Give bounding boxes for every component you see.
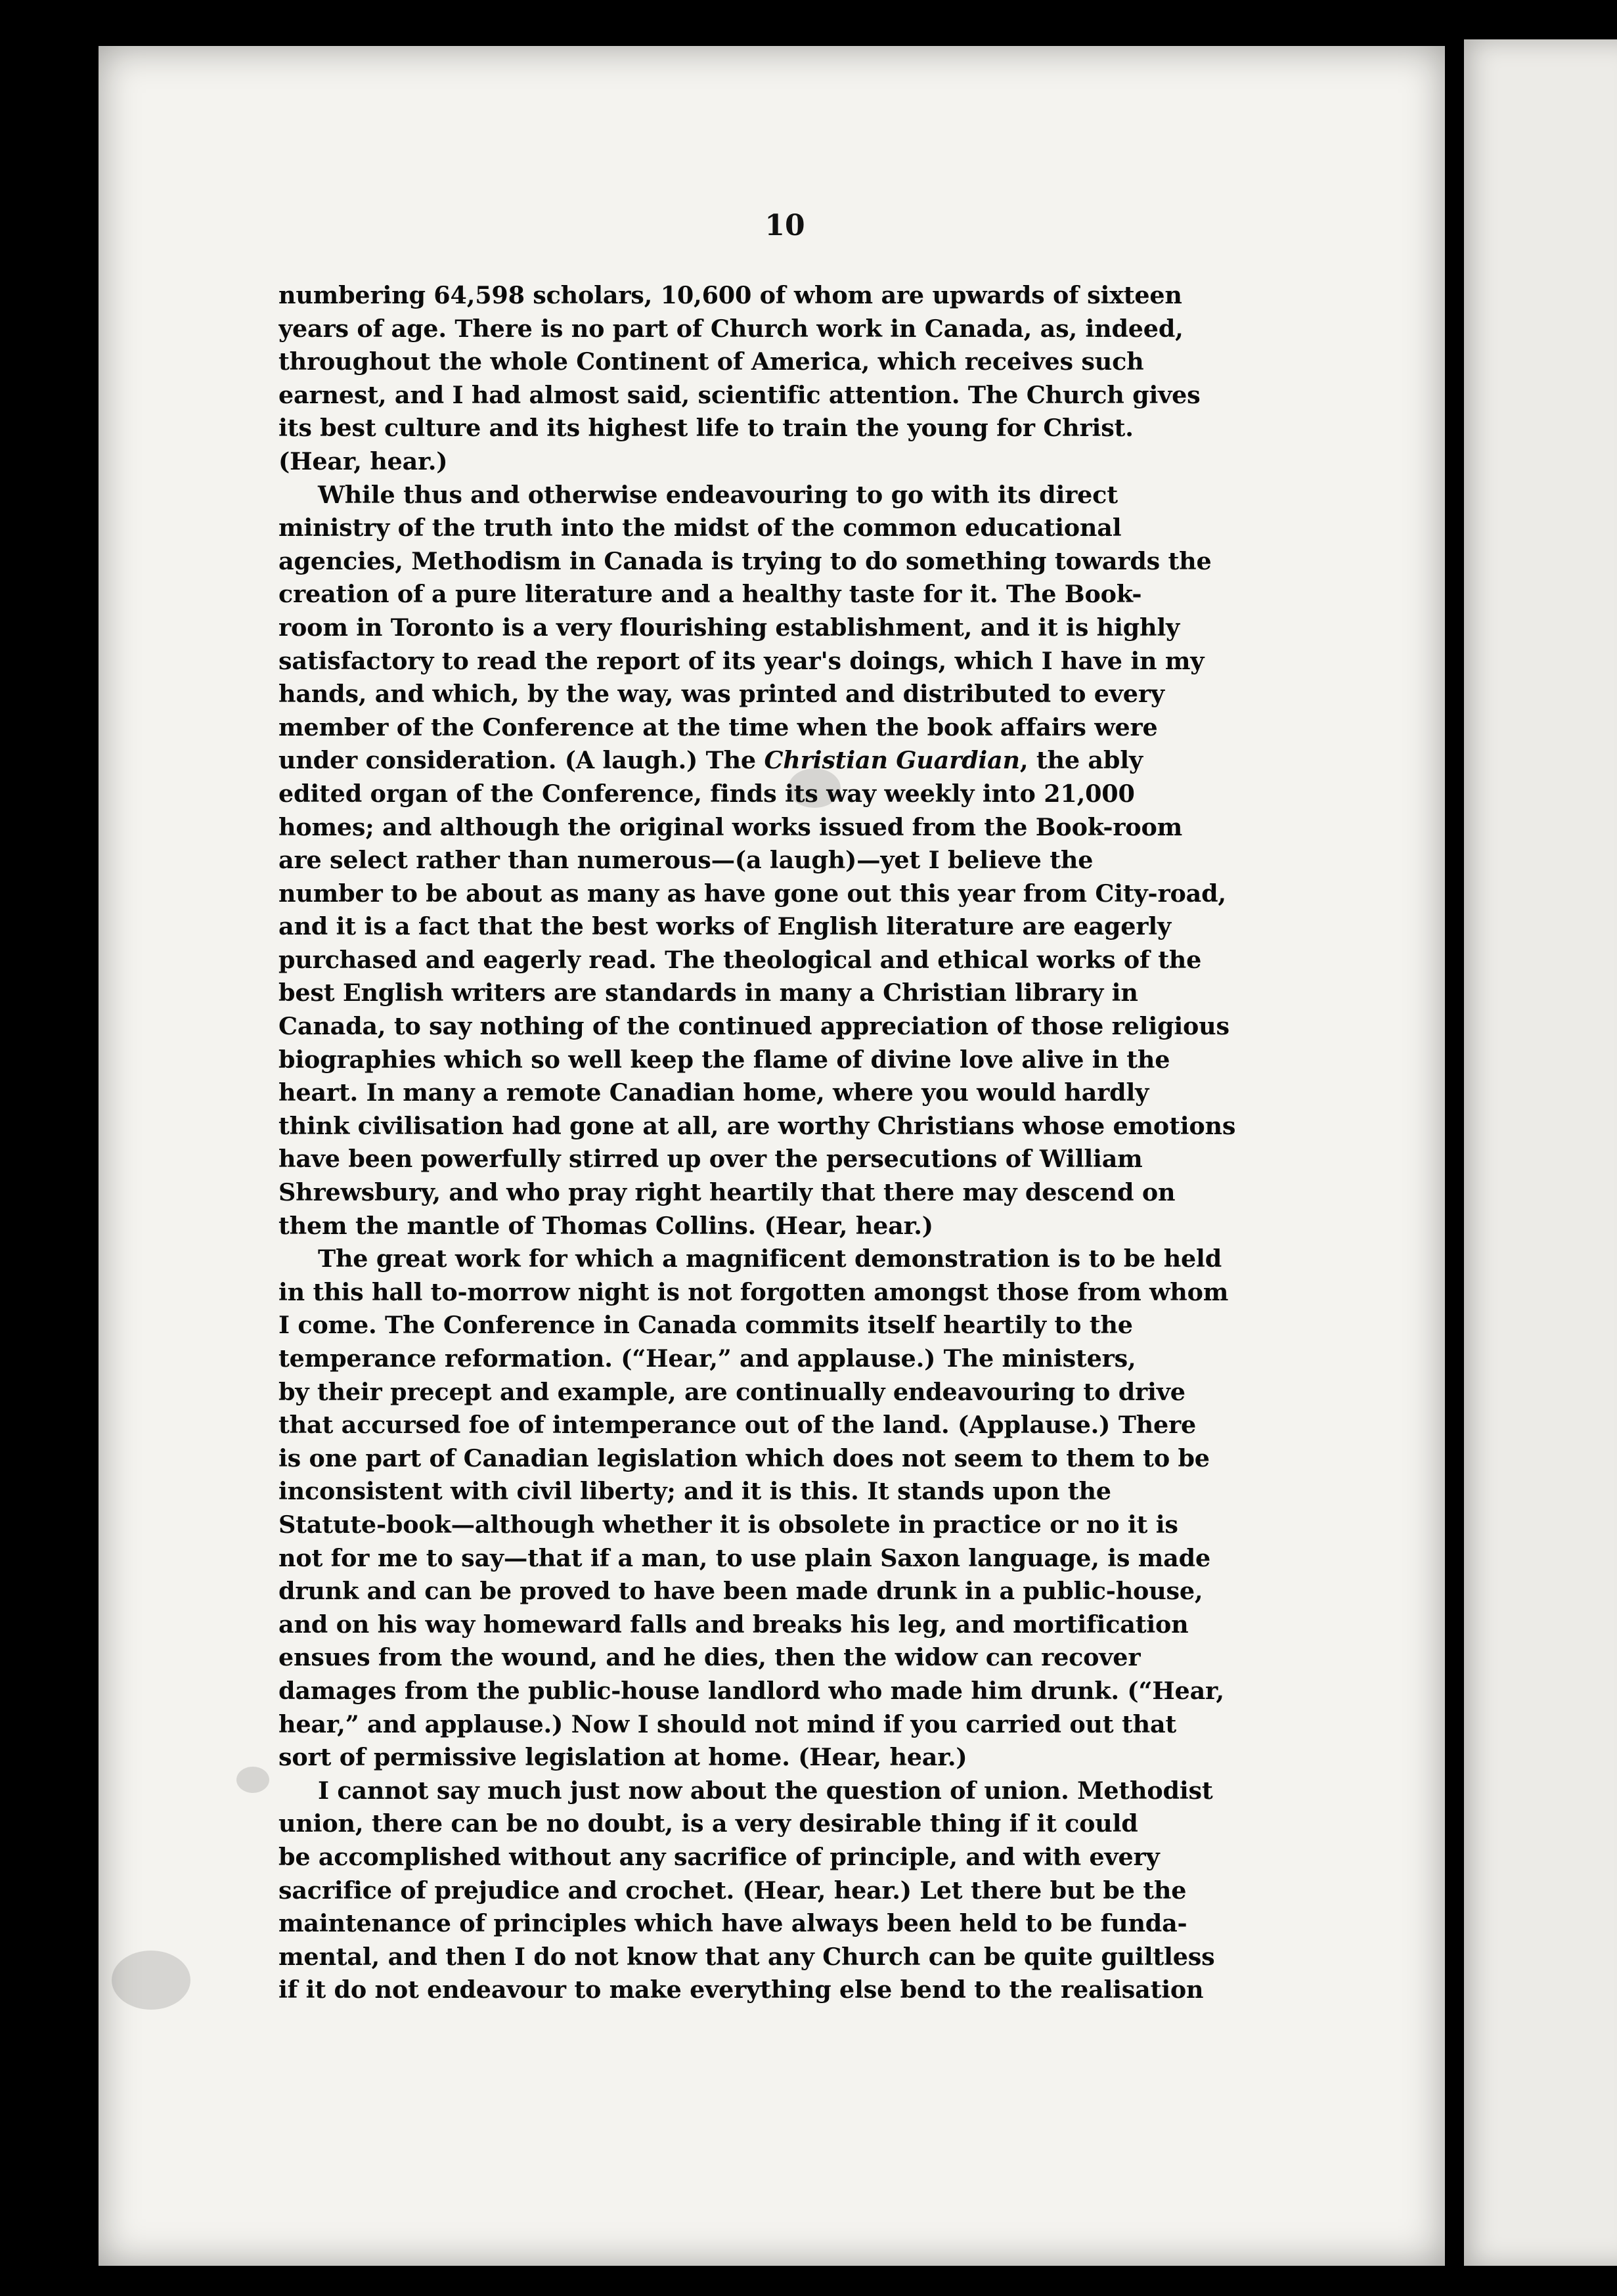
text-line: earnest, and I had almost said, scientific attention. The Church gives [278, 380, 1201, 409]
text-line: I cannot say much just now about the question of union. Methodist [318, 1776, 1213, 1805]
text-line: inconsistent with civil liberty; and it is this. It stands upon the [278, 1477, 1111, 1506]
text-line: biographies which so well keep the flame of divine love alive in the [278, 1045, 1170, 1074]
text-line: and it is a fact that the best works of English literature are eagerly [278, 912, 1171, 941]
text-line: purchased and eagerly read. The theological and ethical works of the [278, 945, 1202, 974]
text-line: throughout the whole Continent of America, which receives such [278, 347, 1144, 376]
text-line: ministry of the truth into the midst of the common educational [278, 514, 1122, 542]
text-line: if it do not endeavour to make everything else bend to the realisation [278, 1976, 1204, 2004]
text-line: The great work for which a magnificent demonstration is to be held [318, 1245, 1222, 1273]
text-line: While thus and otherwise endeavouring to go with its direct [318, 480, 1118, 509]
text-line: (Hear, hear.) [278, 447, 448, 475]
text-line: Statute-book—although whether it is obsolete in practice or no it is [278, 1510, 1178, 1539]
text-line: best English writers are standards in many a Christian library in [278, 979, 1138, 1007]
text-line: think civilisation had gone at all, are worthy Christians whose emotions [278, 1111, 1236, 1140]
text-line: drunk and can be proved to have been made drunk in a public-house, [278, 1577, 1203, 1606]
text-line: its best culture and its highest life to train the young for Christ. [278, 414, 1134, 443]
text-line: in this hall to-morrow night is not forgotten amongst those from whom [278, 1277, 1229, 1306]
text-line: sort of permissive legislation at home. (Hear, hear.) [278, 1743, 967, 1772]
text-line: numbering 64,598 scholars, 10,600 of whom are upwards of sixteen [278, 281, 1182, 309]
text-line: edited organ of the Conference, finds its way weekly into 21,000 [278, 779, 1135, 808]
text-line: Canada, to say nothing of the continued appreciation of those religious [278, 1012, 1229, 1041]
text-line: hear,” and applause.) Now I should not mind if you carried out that [278, 1710, 1177, 1738]
text-line: not for me to say—that if a man, to use plain Saxon language, is made [278, 1543, 1210, 1572]
text-line: room in Toronto is a very flourishing establishment, and it is highly [278, 613, 1180, 642]
text-line: them the mantle of Thomas Collins. (Hear, hear.) [278, 1211, 933, 1240]
text-line: is one part of Canadian legislation which does not seem to them to be [278, 1444, 1210, 1472]
text-line: that accursed foe of intemperance out of the land. (Applause.) There [278, 1411, 1197, 1440]
text-line: sacrifice of prejudice and crochet. (Hear, hear.) Let there but be the [278, 1876, 1187, 1905]
body-text [278, 279, 1264, 2052]
text-line: I come. The Conference in Canada commits itself heartily to the [278, 1311, 1133, 1340]
text-line: under consideration. (A laugh.) The Christian Guardian, the ably [278, 746, 1143, 775]
text-line: have been powerfully stirred up over the persecutions of William [278, 1145, 1143, 1174]
text-line: damages from the public-house landlord who made him drunk. (“Hear, [278, 1676, 1224, 1705]
text-line: ensues from the wound, and he dies, then the widow can recover [278, 1643, 1141, 1672]
text-line: member of the Conference at the time when the book affairs were [278, 713, 1158, 741]
text-line: hands, and which, by the way, was printed and distributed to every [278, 680, 1164, 709]
text-line: are select rather than numerous—(a laugh)—yet I believe the [278, 846, 1094, 875]
scan-smudge [236, 1767, 269, 1793]
text-line: and on his way homeward falls and breaks his leg, and mortification [278, 1610, 1189, 1639]
text-line: mental, and then I do not know that any Church can be quite guiltless [278, 1942, 1215, 1971]
text-line: years of age. There is no part of Church work in Canada, as, indeed, [278, 314, 1184, 343]
text-line: homes; and although the original works issued from the Book-room [278, 812, 1183, 841]
text-line: maintenance of principles which have always been held to be funda- [278, 1909, 1187, 1938]
text-line: temperance reformation. (“Hear,” and applause.) The ministers, [278, 1344, 1136, 1373]
scan-smudge [112, 1951, 190, 2010]
text-line: satisfactory to read the report of its year's doings, which I have in my [278, 646, 1205, 675]
text-line: Shrewsbury, and who pray right heartily that there may descend on [278, 1178, 1176, 1207]
text-line: creation of a pure literature and a healthy taste for it. The Book- [278, 580, 1142, 609]
text-line: union, there can be no doubt, is a very desirable thing if it could [278, 1809, 1138, 1838]
page-number: 10 [764, 209, 805, 242]
text-line: by their precept and example, are continually endeavouring to drive [278, 1377, 1185, 1406]
text-line: heart. In many a remote Canadian home, where you would hardly [278, 1078, 1149, 1107]
text-line: be accomplished without any sacrifice of principle, and with every [278, 1842, 1160, 1871]
text-line: number to be about as many as have gone out this year from City-road, [278, 879, 1226, 908]
adjacent-page-edge [1455, 39, 1617, 2266]
text-line: agencies, Methodism in Canada is trying to do something towards the [278, 546, 1212, 575]
